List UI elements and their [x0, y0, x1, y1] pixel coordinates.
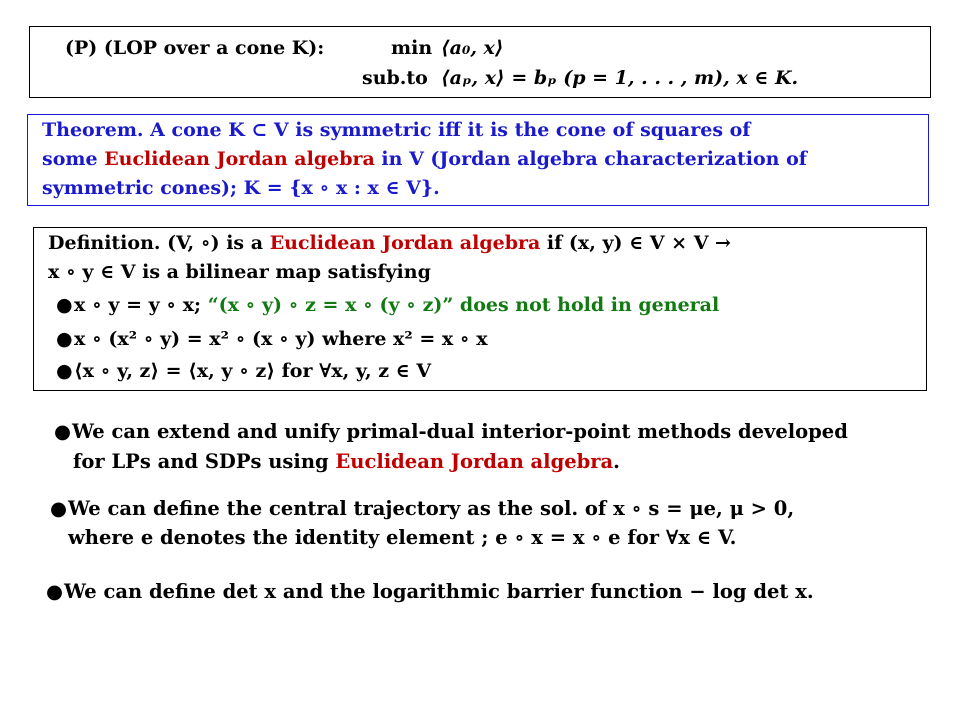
- definition-bullet-1: [56, 290, 719, 320]
- point-1-line-2-post: .: [613, 450, 620, 473]
- theorem-ej-algebra: Euclidean Jordan algebra: [104, 148, 375, 170]
- problem-subto-word: sub.to: [362, 67, 428, 89]
- theorem-line-2: [42, 144, 807, 174]
- problem-min-word: min: [391, 37, 433, 59]
- theorem-line-2-pre: some: [42, 148, 105, 170]
- definition-line-1-pre: Definition. (V, ∘) is a: [48, 232, 270, 254]
- point-1-line-2: [73, 450, 620, 473]
- point-3-text: We can define det x and the logarithmic barrier function − log det x.: [64, 580, 814, 603]
- bullet-icon: ●: [56, 360, 73, 382]
- point-1-text: We can extend and unify primal-dual interior-point methods developed: [72, 420, 848, 443]
- bullet-icon: ●: [54, 420, 72, 443]
- point-2-text: We can define the central trajectory as the sol. of x ∘ s = μe, μ > 0,: [68, 497, 795, 520]
- definition-bullet-3-text: ⟨x ∘ y, z⟩ = ⟨x, y ∘ z⟩ for ∀x, y, z ∈ V: [74, 360, 432, 382]
- theorem-box: [27, 114, 929, 206]
- bullet-icon: ●: [46, 580, 64, 603]
- definition-line-2: x ∘ y ∈ V is a bilinear map satisfying: [48, 261, 431, 283]
- definition-line-1-post: if (x, y) ∈ V × V →: [540, 232, 731, 254]
- definition-ej-algebra: Euclidean Jordan algebra: [269, 232, 541, 254]
- point-1-ej-algebra: Euclidean Jordan algebra: [335, 450, 614, 473]
- point-2-line-2: [68, 526, 736, 549]
- point-3-line-1: [46, 580, 814, 603]
- problem-box: [29, 26, 931, 98]
- definition-line-1: [48, 228, 731, 258]
- definition-bullet-1-note: “(x ∘ y) ∘ z = x ∘ (y ∘ z)” does not hold in general: [207, 294, 720, 316]
- bullet-icon: ●: [50, 497, 68, 520]
- point-2-line-1: [50, 497, 794, 520]
- theorem-line-1: Theorem. A cone K ⊂ V is symmetric iff it is the cone of squares of: [42, 119, 751, 141]
- definition-bullet-1-pre: x ∘ y = y ∘ x;: [74, 294, 208, 316]
- point-1-line-1: [54, 420, 848, 443]
- point-1-line-2-pre: for LPs and SDPs using: [73, 450, 336, 473]
- definition-box: [33, 227, 927, 391]
- theorem-line-3: symmetric cones); K = {x ∘ x : x ∈ V}.: [42, 177, 440, 199]
- definition-bullet-3: [56, 356, 431, 386]
- bullet-icon: ●: [56, 328, 73, 350]
- problem-objective: ⟨a₀, x⟩: [441, 37, 504, 59]
- bullet-icon: ●: [56, 294, 73, 316]
- problem-constraint: ⟨aₚ, x⟩ = bₚ (p = 1, . . . , m), x ∈ K.: [441, 67, 799, 89]
- definition-bullet-2: [56, 324, 488, 354]
- theorem-line-2-post: in V (Jordan algebra characterization of: [374, 148, 807, 170]
- definition-bullet-2-text: x ∘ (x² ∘ y) = x² ∘ (x ∘ y) where x² = x ∘ x: [74, 328, 488, 350]
- problem-label: (P) (LOP over a cone K):: [65, 37, 325, 59]
- point-2-line-2-text: where e denotes the identity element ; e ∘ x = x ∘ e for ∀x ∈ V.: [68, 526, 737, 549]
